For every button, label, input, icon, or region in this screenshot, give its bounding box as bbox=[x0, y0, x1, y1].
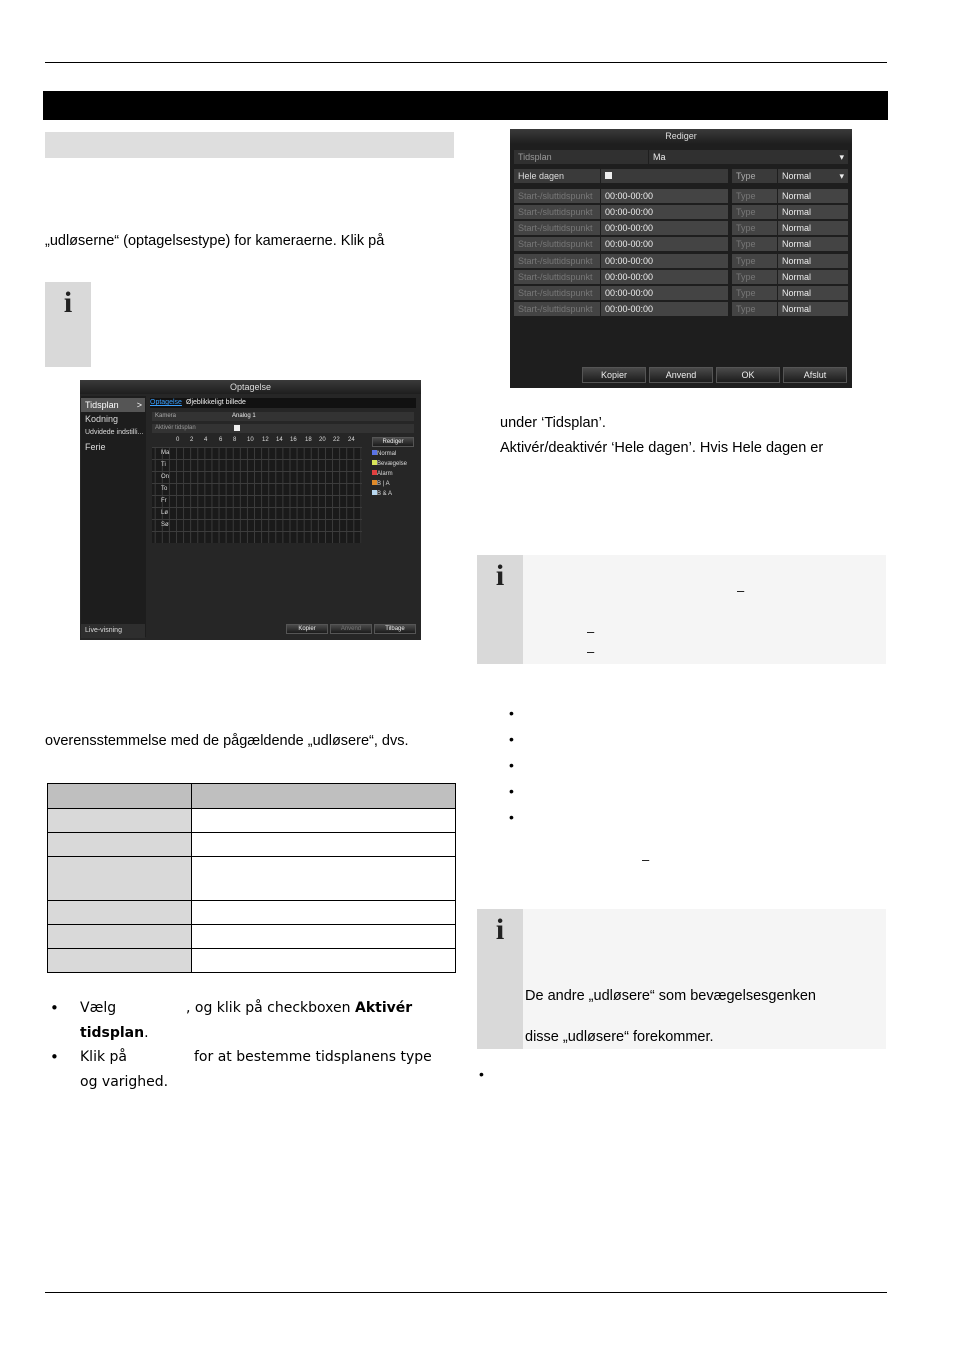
info-box-1 bbox=[477, 555, 886, 664]
info-icon: i bbox=[495, 559, 505, 592]
copy-button[interactable]: Kopier bbox=[286, 624, 328, 634]
day-label: On bbox=[161, 474, 170, 480]
hour-label: 0 bbox=[176, 437, 180, 443]
time-row-type-label: Type bbox=[732, 205, 777, 219]
bullet-dot: • bbox=[509, 731, 514, 747]
bullet-dot: • bbox=[479, 1066, 484, 1082]
bullet-2-pre: Klik på bbox=[80, 1049, 127, 1065]
table-cell bbox=[192, 901, 456, 925]
bullet-1-bold-wrap bbox=[355, 996, 412, 1021]
hour-label: 18 bbox=[305, 437, 312, 443]
allday-label: Hele dagen bbox=[514, 169, 600, 183]
copy-button[interactable]: Kopier bbox=[582, 367, 646, 383]
table-cell bbox=[48, 857, 192, 901]
recording-screen-title: Optagelse bbox=[80, 380, 421, 394]
tab-optagelse[interactable]: Optagelse bbox=[150, 399, 182, 406]
hour-label: 16 bbox=[290, 437, 297, 443]
camera-label: Kamera bbox=[155, 413, 177, 419]
legend-label: B & A bbox=[377, 491, 393, 497]
time-row-value[interactable]: 00:00-00:00 bbox=[601, 189, 728, 203]
table-header-cell bbox=[192, 784, 456, 809]
allday-checkbox[interactable] bbox=[605, 172, 612, 179]
back-button[interactable]: Tilbage bbox=[374, 624, 416, 634]
table-row bbox=[48, 901, 456, 925]
bullet-dot: • bbox=[509, 783, 514, 799]
time-row-type-value[interactable]: Normal bbox=[778, 302, 848, 316]
day-label: Lø bbox=[161, 510, 169, 516]
info-dash: – bbox=[587, 644, 595, 659]
activate-checkbox[interactable] bbox=[234, 425, 240, 431]
time-row-label: Start-/sluttidspunkt bbox=[514, 221, 600, 235]
time-row-value[interactable]: 00:00-00:00 bbox=[601, 221, 728, 235]
hour-label: 14 bbox=[276, 437, 283, 443]
activate-label: Aktivér tidsplan bbox=[155, 425, 196, 431]
ok-button[interactable]: OK bbox=[716, 367, 780, 383]
sidebar-item-kodning[interactable]: Kodning bbox=[85, 414, 119, 424]
type-select[interactable] bbox=[778, 169, 848, 183]
hour-labels bbox=[152, 437, 367, 446]
hour-label: 2 bbox=[190, 437, 194, 443]
time-row-value[interactable]: 00:00-00:00 bbox=[601, 270, 728, 284]
schedule-select[interactable] bbox=[649, 150, 848, 164]
bullet-dot: • bbox=[509, 757, 514, 773]
activate-row bbox=[152, 424, 414, 433]
legend-item bbox=[372, 449, 417, 459]
tab-snapshot[interactable]: Øjeblikkeligt billede bbox=[186, 399, 246, 406]
time-row-type-value[interactable]: Normal bbox=[778, 254, 848, 268]
info-box-2 bbox=[477, 909, 886, 1049]
table-cell bbox=[48, 949, 192, 973]
day-label: To bbox=[161, 486, 168, 492]
table-row bbox=[48, 925, 456, 949]
left-paragraph-2: overensstemmelse med de pågældende „udløsere“, dvs. bbox=[45, 733, 409, 749]
right-line-2: Aktivér/deaktivér ‘Hele dagen’. Hvis Hele dagen er bbox=[500, 440, 824, 456]
sidebar-item-udvidede[interactable]: Udvidede indstilli... bbox=[85, 429, 144, 436]
legend-label: B | A bbox=[377, 481, 390, 487]
table-row bbox=[48, 833, 456, 857]
type-label: Type bbox=[732, 169, 777, 183]
time-row-value[interactable]: 00:00-00:00 bbox=[601, 237, 728, 251]
chevron-down-icon: ▾ bbox=[839, 171, 844, 181]
sidebar-item-ferie[interactable]: Ferie bbox=[85, 442, 106, 452]
bullet-1-line2 bbox=[80, 1021, 149, 1046]
right-line-1: under ‘Tidsplan’. bbox=[500, 415, 606, 431]
time-row-label: Start-/sluttidspunkt bbox=[514, 286, 600, 300]
camera-row bbox=[152, 412, 414, 421]
time-row-type-label: Type bbox=[732, 286, 777, 300]
camera-select[interactable]: Analog 1 bbox=[232, 413, 256, 419]
sidebar-item-tidsplan[interactable] bbox=[81, 398, 145, 412]
exit-button[interactable]: Afslut bbox=[783, 367, 847, 383]
table-row bbox=[48, 857, 456, 901]
bullet-1-mid: , og klik på checkboxen bbox=[186, 1000, 351, 1016]
bullet-dot: • bbox=[50, 1048, 59, 1066]
bottom-rule bbox=[45, 1292, 887, 1293]
day-label: Fr bbox=[161, 498, 167, 504]
info-icon: i bbox=[63, 286, 73, 319]
apply-button[interactable]: Anvend bbox=[649, 367, 713, 383]
hour-label: 12 bbox=[262, 437, 269, 443]
time-row-type-value[interactable]: Normal bbox=[778, 205, 848, 219]
day-label: Sø bbox=[161, 522, 169, 528]
info-icon: i bbox=[495, 913, 505, 946]
trigger-table bbox=[47, 783, 456, 973]
time-row-value[interactable]: 00:00-00:00 bbox=[601, 205, 728, 219]
info-box-2-icon-strip bbox=[477, 909, 523, 1049]
table-header-cell bbox=[48, 784, 192, 809]
time-row-type-value[interactable]: Normal bbox=[778, 270, 848, 284]
time-row-type-value[interactable]: Normal bbox=[778, 237, 848, 251]
table-row bbox=[48, 809, 456, 833]
bullet-2-line1 bbox=[80, 1045, 460, 1070]
hour-label: 24 bbox=[348, 437, 355, 443]
allday-checkbox-cell[interactable] bbox=[601, 169, 728, 183]
time-row-value[interactable]: 00:00-00:00 bbox=[601, 286, 728, 300]
legend-item bbox=[372, 469, 417, 479]
time-row-type-label: Type bbox=[732, 221, 777, 235]
top-rule bbox=[45, 62, 887, 63]
schedule-grid[interactable] bbox=[152, 447, 362, 543]
legend-label: Normal bbox=[377, 451, 397, 457]
info-2-line-1: De andre „udløsere“ som bevægelsesgenken bbox=[525, 988, 816, 1004]
time-row-type-label: Type bbox=[732, 237, 777, 251]
bullet-dot: • bbox=[509, 705, 514, 721]
subsection-header-bar bbox=[45, 132, 454, 158]
sidebar bbox=[81, 396, 146, 637]
time-row-type-value[interactable]: Normal bbox=[778, 286, 848, 300]
info-dash: – bbox=[737, 583, 745, 598]
time-row-label: Start-/sluttidspunkt bbox=[514, 270, 600, 284]
table-cell bbox=[192, 857, 456, 901]
time-row-label: Start-/sluttidspunkt bbox=[514, 302, 600, 316]
recording-screen bbox=[80, 380, 421, 640]
time-row-value[interactable]: 00:00-00:00 bbox=[601, 254, 728, 268]
legend-item bbox=[372, 479, 417, 489]
hour-label: 10 bbox=[247, 437, 254, 443]
table-cell bbox=[48, 925, 192, 949]
legend-label: Bevægelse bbox=[377, 461, 408, 467]
info-box-1-icon-strip bbox=[477, 555, 523, 664]
edit-screen bbox=[510, 129, 852, 388]
bullet-1-bold-text: Aktivér bbox=[355, 1000, 413, 1016]
time-row-type-label: Type bbox=[732, 270, 777, 284]
chevron-down-icon: ▾ bbox=[839, 152, 844, 162]
edit-screen-title: Rediger bbox=[510, 129, 852, 144]
table-cell bbox=[192, 809, 456, 833]
hour-label: 20 bbox=[319, 437, 326, 443]
table-cell bbox=[48, 833, 192, 857]
left-paragraph-1: „udløserne“ (optagelsestype) for kameraerne. Klik på bbox=[45, 233, 385, 249]
legend-item bbox=[372, 459, 417, 469]
bullet-1-pre: Vælg bbox=[80, 1000, 117, 1016]
time-row-value[interactable]: 00:00-00:00 bbox=[601, 302, 728, 316]
bullet-dot: • bbox=[50, 999, 59, 1017]
sidebar-item-label: Tidsplan bbox=[85, 400, 119, 410]
time-row-label: Start-/sluttidspunkt bbox=[514, 237, 600, 251]
dash-mark: – bbox=[642, 852, 650, 867]
time-row-label: Start-/sluttidspunkt bbox=[514, 189, 600, 203]
schedule-value: Ma bbox=[653, 152, 666, 162]
apply-button[interactable]: Anvend bbox=[330, 624, 372, 634]
bullet-dot: • bbox=[509, 809, 514, 825]
table-row bbox=[48, 784, 456, 809]
table-cell bbox=[48, 809, 192, 833]
info-dash: – bbox=[587, 624, 595, 639]
time-row-type-label: Type bbox=[732, 189, 777, 203]
day-label: Ma bbox=[161, 450, 170, 456]
hour-label: 22 bbox=[333, 437, 340, 443]
hour-label: 4 bbox=[204, 437, 208, 443]
section-header-bar bbox=[43, 91, 888, 120]
bullet-2-post: for at bestemme tidsplanens type bbox=[194, 1049, 432, 1065]
legend-label: Alarm bbox=[377, 471, 393, 477]
time-row-type-label: Type bbox=[732, 254, 777, 268]
time-row-type-value[interactable]: Normal bbox=[778, 189, 848, 203]
info-2-line-2: disse „udløsere“ forekommer. bbox=[525, 1029, 714, 1045]
hour-label: 8 bbox=[233, 437, 237, 443]
bullet-1-end: . bbox=[144, 1025, 149, 1041]
bullet-2-line2: og varighed. bbox=[80, 1074, 169, 1090]
tab-bar bbox=[150, 398, 416, 408]
day-label: Ti bbox=[161, 462, 166, 468]
type-value: Normal bbox=[782, 171, 812, 181]
time-row-label: Start-/sluttidspunkt bbox=[514, 205, 600, 219]
chevron-right-icon: > bbox=[136, 400, 142, 410]
schedule-label: Tidsplan bbox=[514, 150, 648, 164]
table-cell bbox=[192, 925, 456, 949]
legend bbox=[372, 449, 417, 499]
table-cell bbox=[192, 833, 456, 857]
hour-label: 6 bbox=[219, 437, 223, 443]
time-row-type-label: Type bbox=[732, 302, 777, 316]
edit-schedule-button[interactable]: Rediger bbox=[372, 437, 414, 447]
table-row bbox=[48, 949, 456, 973]
time-row-label: Start-/sluttidspunkt bbox=[514, 254, 600, 268]
info-box-left bbox=[45, 282, 91, 367]
live-view-button[interactable]: Live-visning bbox=[81, 624, 145, 638]
bullet-1-bold-line2: tidsplan bbox=[80, 1025, 145, 1041]
time-row-type-value[interactable]: Normal bbox=[778, 221, 848, 235]
table-cell bbox=[48, 901, 192, 925]
table-cell bbox=[192, 949, 456, 973]
legend-item bbox=[372, 489, 417, 499]
